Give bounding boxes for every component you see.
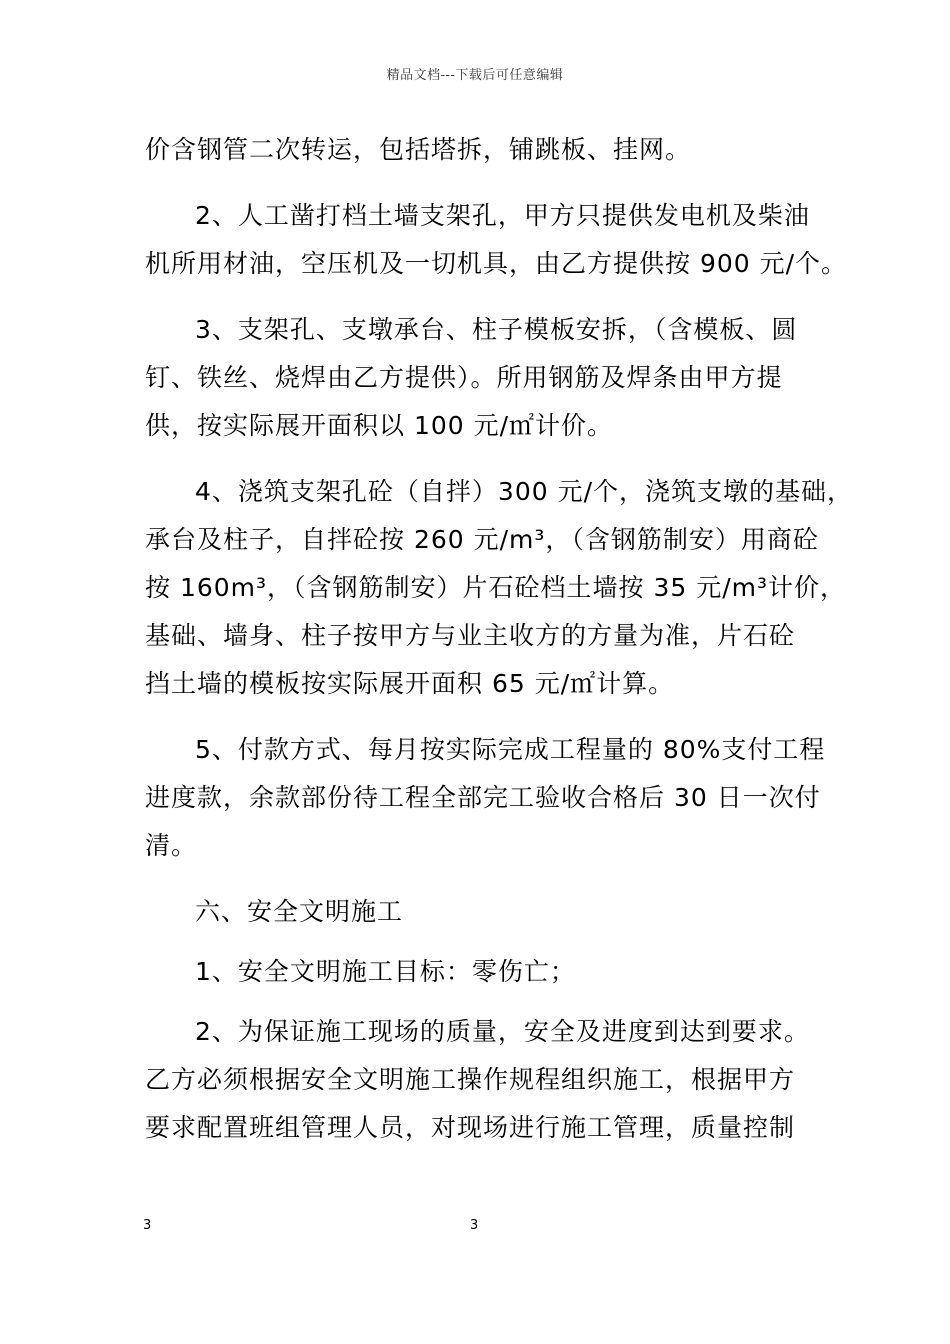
paragraph-line: 进度款，余款部份待工程全部完工验收合格后 30 日一次付 bbox=[145, 783, 821, 812]
paragraph-line: 基础、墙身、柱子按甲方与业主收方的方量为准，片石砼 bbox=[145, 621, 796, 650]
paragraph-line: 价含钢管二次转运，包括塔拆，铺跳板、挂网。 bbox=[145, 135, 692, 164]
paragraph-line: 挡土墙的模板按实际展开面积 65 元/㎡计算。 bbox=[145, 669, 675, 698]
paragraph-line: 乙方必须根据安全文明施工操作规程组织施工，根据甲方 bbox=[145, 1065, 796, 1094]
paragraph-line: 1、安全文明施工目标：零伤亡； bbox=[195, 957, 576, 986]
paragraph-line: 4、浇筑支架孔砼（自拌）300 元/个，浇筑支墩的基础， bbox=[195, 477, 853, 506]
paragraph-line: 供，按实际展开面积以 100 元/㎡计价。 bbox=[145, 411, 614, 440]
document-body bbox=[145, 126, 853, 1152]
paragraph-line: 按 160m³，（含钢筋制安）片石砼档土墙按 35 元/m³计价， bbox=[145, 573, 847, 602]
page-header: 精品文档---下载后可任意编辑 bbox=[386, 68, 564, 83]
paragraph-line: 清。 bbox=[145, 831, 198, 860]
page-number-center: 3 bbox=[470, 1218, 479, 1233]
paragraph-line: 承台及柱子，自拌砼按 260 元/m³，（含钢筋制安）用商砼 bbox=[145, 525, 819, 554]
section-heading: 六、安全文明施工 bbox=[195, 897, 404, 926]
paragraph-line: 要求配置班组管理人员，对现场进行施工管理，质量控制 bbox=[145, 1113, 796, 1142]
paragraph-line: 2、为保证施工现场的质量，安全及进度到达到要求。 bbox=[195, 1017, 810, 1046]
paragraph-line: 机所用材油，空压机及一切机具，由乙方提供按 900 元/个。 bbox=[145, 249, 848, 278]
paragraph-line: 3、支架孔、支墩承台、柱子模板安拆，（含模板、圆 bbox=[195, 315, 798, 344]
paragraph-line: 2、人工凿打档土墙支架孔，甲方只提供发电机及柴油 bbox=[195, 201, 810, 230]
page-number-left: 3 bbox=[143, 1218, 152, 1233]
paragraph-line: 钉、铁丝、烧焊由乙方提供）。所用钢筋及焊条由甲方提 bbox=[145, 363, 783, 392]
paragraph-line: 5、付款方式、每月按实际完成工程量的 80%支付工程 bbox=[195, 735, 826, 764]
